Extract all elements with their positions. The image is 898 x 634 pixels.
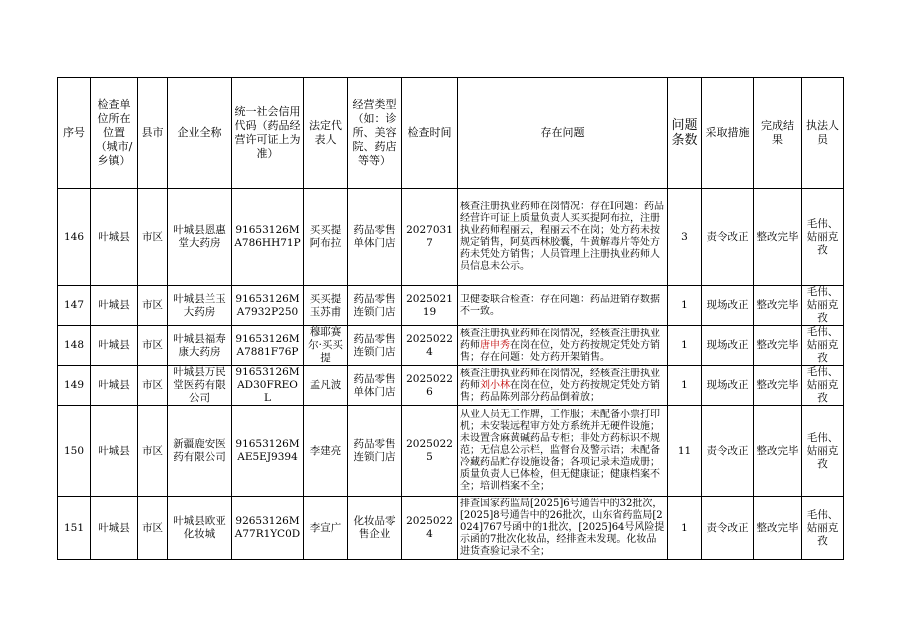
cell-unit: 叶城县 <box>91 366 138 406</box>
cell-county: 市区 <box>138 497 168 560</box>
cell-issue-count: 11 <box>668 406 702 497</box>
cell-seq: 148 <box>58 326 91 366</box>
cell-unit: 叶城县 <box>91 326 138 366</box>
cell-inspection-time: 20250224 <box>402 497 458 560</box>
table-row <box>58 286 844 326</box>
table-row <box>58 497 844 560</box>
issue-text: 排查国家药监局[2025]6号通告中的32批次，[2025]8号通告中的26批次，山东省药监局[2024]767号函中的1批次，[2025]64号风险提示函的7批次化妆品，经排查未发现。化妆品进货查验记录不全； <box>460 498 665 557</box>
cell-legal-rep: 李建亮 <box>304 406 348 497</box>
pharmacist-name: 刘小林 <box>480 380 510 391</box>
cell-legal-rep: 买买提玉苏甫 <box>304 286 348 326</box>
cell-business-type: 药品零售连锁门店 <box>348 286 402 326</box>
cell-inspection-time: 20270317 <box>402 189 458 286</box>
table-row <box>58 406 844 497</box>
cell-business-type: 药品零售单体门店 <box>348 189 402 286</box>
cell-issues <box>458 406 668 497</box>
cell-measures: 现场改正 <box>702 366 754 406</box>
cell-issue-count: 1 <box>668 497 702 560</box>
cell-county: 市区 <box>138 406 168 497</box>
header-legal-rep: 法定代表人 <box>304 78 348 189</box>
cell-measures: 责令改正 <box>702 406 754 497</box>
cell-officers: 毛伟、姑丽克孜 <box>802 189 844 286</box>
header-company: 企业全称 <box>168 78 232 189</box>
cell-seq: 149 <box>58 366 91 406</box>
inspection-table <box>57 77 844 560</box>
cell-legal-rep: 孟凡波 <box>304 366 348 406</box>
cell-seq: 151 <box>58 497 91 560</box>
issue-text-cont: 在岗在位，处方药按规定凭处方销售；药品陈列部分药品倒着放； <box>460 380 660 403</box>
table-row <box>58 189 844 286</box>
cell-county: 市区 <box>138 366 168 406</box>
cell-legal-rep: 买买提阿布拉 <box>304 189 348 286</box>
header-business-type: 经营类型（如：诊所、美容院、药店等等） <box>348 78 402 189</box>
header-result: 完成结果 <box>754 78 802 189</box>
cell-business-type: 药品零售连锁门店 <box>348 406 402 497</box>
cell-unit: 叶城县 <box>91 189 138 286</box>
cell-inspection-time: 202502119 <box>402 286 458 326</box>
issue-text: 核查注册执业药师在岗情况：存在I问题：药品经营许可证上质量负责人买买提阿布拉，注册执业药师程丽云，程丽云不在岗；处方药未按规定销售，阿莫西林胶囊，牛黄解毒片等处方药未凭处方销售；人员管理上注册执业药师人员信息未公示。 <box>460 201 664 272</box>
cell-seq: 150 <box>58 406 91 497</box>
cell-issues <box>458 326 668 366</box>
cell-officers: 毛伟、姑丽克孜 <box>802 406 844 497</box>
cell-company: 新疆鹿安医药有限公司 <box>168 406 232 497</box>
cell-issue-count: 1 <box>668 366 702 406</box>
header-county: 县市 <box>138 78 168 189</box>
header-credit-code: 统一社会信用代码（药品经营许可证上为准） <box>232 78 304 189</box>
cell-result: 整改完毕 <box>754 497 802 560</box>
cell-result: 整改完毕 <box>754 366 802 406</box>
issue-text: 卫健委联合检查：存在问题：药品进销存数据不一致。 <box>460 293 660 317</box>
cell-seq: 147 <box>58 286 91 326</box>
cell-credit-code: 91653126MA7881F76P <box>232 326 304 366</box>
header-officers: 执法人员 <box>802 78 844 189</box>
header-inspection-time: 检查时间 <box>402 78 458 189</box>
header-issues: 存在问题 <box>458 78 668 189</box>
cell-county: 市区 <box>138 286 168 326</box>
cell-result: 整改完毕 <box>754 189 802 286</box>
issue-text-cont: 在岗在位，处方药按规定凭处方销售；存在问题：处方药开架销售。 <box>460 340 660 363</box>
header-measures: 采取措施 <box>702 78 754 189</box>
cell-measures: 现场改正 <box>702 286 754 326</box>
cell-county: 市区 <box>138 326 168 366</box>
cell-officers: 毛伟、姑丽克孜 <box>802 286 844 326</box>
cell-officers: 毛伟、姑丽克孜 <box>802 497 844 560</box>
cell-business-type: 化妆品零售企业 <box>348 497 402 560</box>
cell-officers: 毛伟、姑丽克孜 <box>802 366 844 406</box>
cell-unit: 叶城县 <box>91 406 138 497</box>
cell-issues <box>458 286 668 326</box>
header-unit: 检查单位所在位置（城市/乡镇） <box>91 78 138 189</box>
table-row <box>58 326 844 366</box>
cell-issues <box>458 189 668 286</box>
pharmacist-name: 唐申秀 <box>480 340 510 351</box>
cell-result: 整改完毕 <box>754 326 802 366</box>
cell-company: 叶城县恩惠堂大药房 <box>168 189 232 286</box>
cell-inspection-time: 20250225 <box>402 406 458 497</box>
cell-business-type: 药品零售连锁门店 <box>348 326 402 366</box>
issue-text: 核查注册执业药师在岗情况，经核查注册执业药师 <box>460 368 660 391</box>
cell-result: 整改完毕 <box>754 286 802 326</box>
cell-credit-code: 92653126MA77R1YC0D <box>232 497 304 560</box>
cell-company: 叶城县兰玉大药房 <box>168 286 232 326</box>
header-row <box>58 78 844 189</box>
issue-text: 核查注册执业药师在岗情况，经核查注册执业药师 <box>460 328 660 351</box>
cell-officers: 毛伟、姑丽克孜 <box>802 326 844 366</box>
issue-text: 从业人员无工作牌，工作服；未配备小票打印机；未安装远程审方处方系统并无硬件设施；未设置含麻黄碱药品专柜；非处方药标识不规范；无信息公示栏，监督台及警示语；未配备冷藏药品贮存设施设备；各项记录未造成册；质量负责人已体检，但无健康证；健康档案不全；培训档案不全； <box>460 409 660 492</box>
cell-issue-count: 3 <box>668 189 702 286</box>
cell-measures: 责令改正 <box>702 189 754 286</box>
cell-credit-code: 91653126MAD30FREOL <box>232 366 304 406</box>
cell-credit-code: 91653126MAE5EJ9394 <box>232 406 304 497</box>
cell-unit: 叶城县 <box>91 497 138 560</box>
cell-company: 叶城县万民堂医药有限公司 <box>168 366 232 406</box>
cell-result: 整改完毕 <box>754 406 802 497</box>
header-seq: 序号 <box>58 78 91 189</box>
cell-inspection-time: 20250224 <box>402 326 458 366</box>
cell-issue-count: 1 <box>668 286 702 326</box>
cell-inspection-time: 20250226 <box>402 366 458 406</box>
cell-legal-rep: 李宣广 <box>304 497 348 560</box>
cell-business-type: 药品零售单体门店 <box>348 366 402 406</box>
cell-company: 叶城县福寿康大药房 <box>168 326 232 366</box>
cell-issues <box>458 497 668 560</box>
cell-measures: 责令改正 <box>702 497 754 560</box>
cell-legal-rep: 穆耶赛尔·买买提 <box>304 326 348 366</box>
cell-measures: 现场改正 <box>702 326 754 366</box>
cell-seq: 146 <box>58 189 91 286</box>
cell-unit: 叶城县 <box>91 286 138 326</box>
header-issue-count: 问题条数 <box>668 78 702 189</box>
cell-issue-count: 1 <box>668 326 702 366</box>
cell-county: 市区 <box>138 189 168 286</box>
cell-credit-code: 91653126MA786HH71P <box>232 189 304 286</box>
cell-credit-code: 91653126MA7932P250 <box>232 286 304 326</box>
table-row <box>58 366 844 406</box>
cell-company: 叶城县欧亚化妆城 <box>168 497 232 560</box>
cell-issues <box>458 366 668 406</box>
